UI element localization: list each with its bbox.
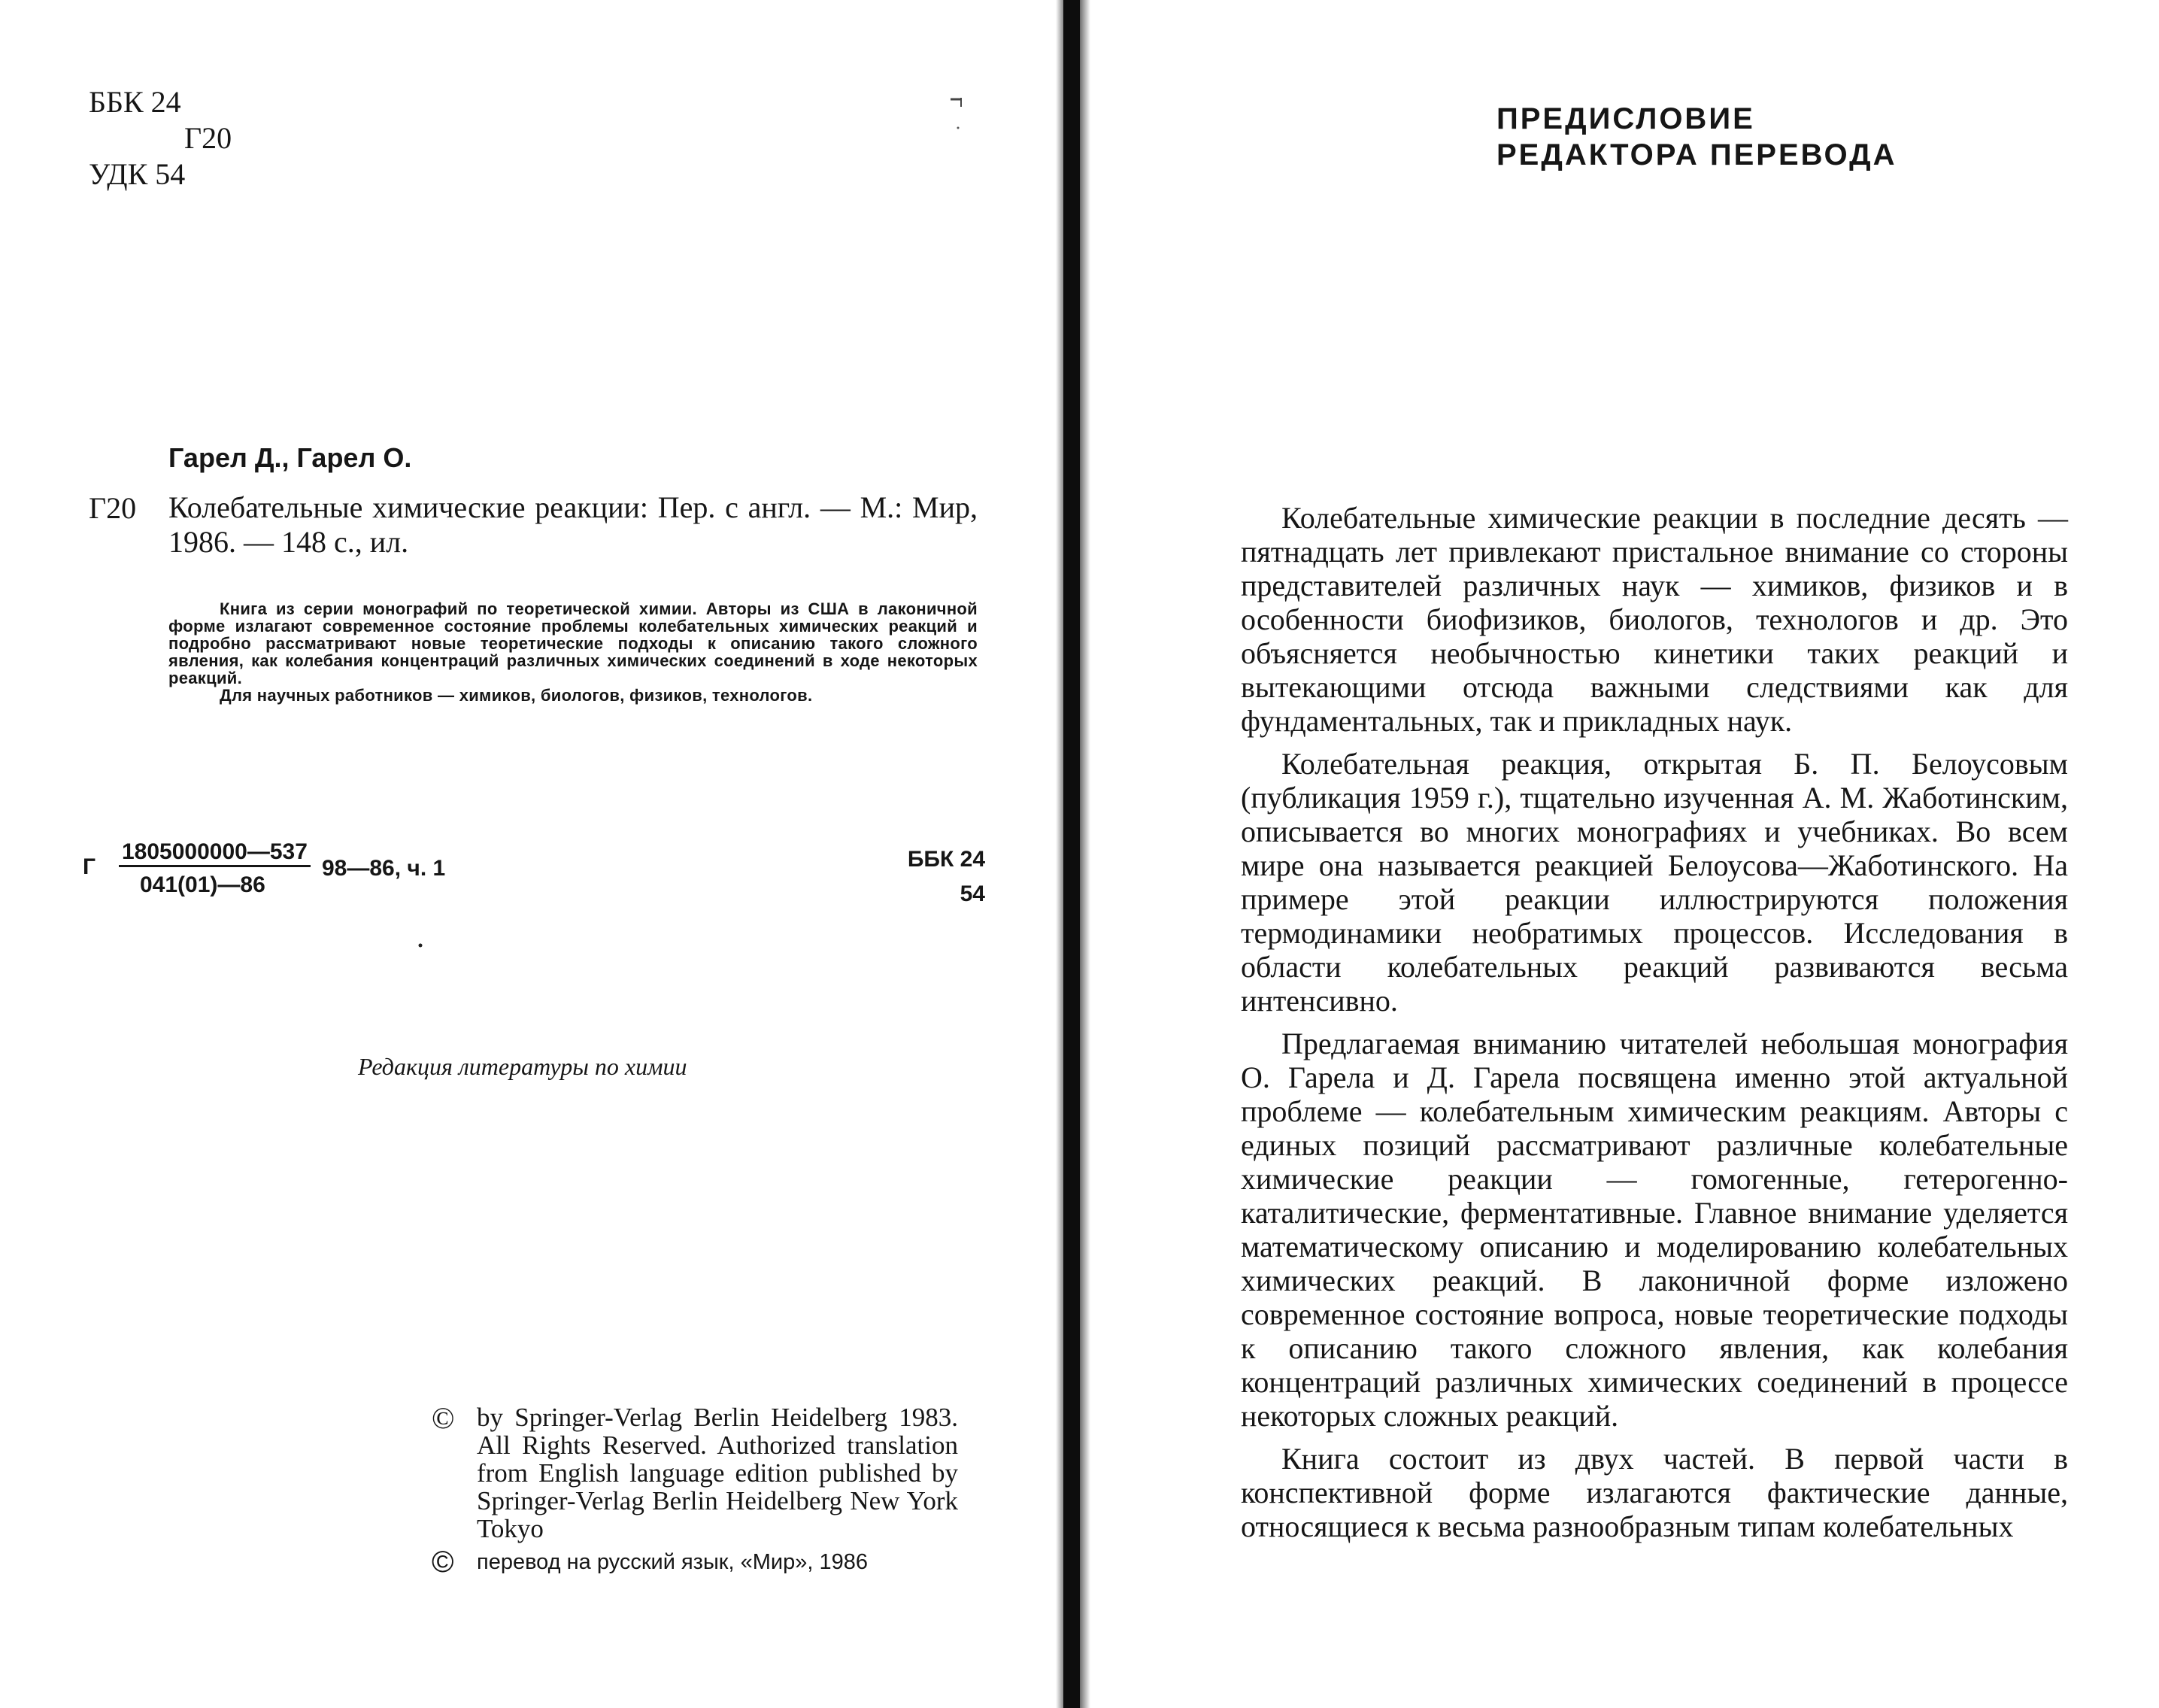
book-binding: [1063, 0, 1080, 1708]
copyright-english: [432, 1403, 958, 1543]
catalog-bbk: [908, 842, 985, 912]
udk-code: УДК 54: [89, 157, 186, 191]
copyright-icon: ©: [432, 1401, 455, 1435]
right-page: [1105, 0, 2159, 1708]
author-sign-code: Г20: [184, 121, 232, 155]
catalog-numerator: 1805000000—537: [119, 839, 311, 867]
classification-codes: [89, 84, 232, 193]
foreword-heading-line: ПРЕДИСЛОВИЕ: [1496, 102, 1755, 135]
copyright-icon: ©: [432, 1546, 454, 1579]
edition-note: Редакция литературы по химии: [358, 1053, 687, 1080]
catalog-denominator: 041(01)—86: [140, 872, 265, 897]
index-code: Г20: [89, 491, 137, 525]
foreword-heading-line: РЕДАКТОРА ПЕРЕВОДА: [1496, 138, 1897, 171]
bibliographic-title: Колебательные химические реакции: Пер. с англ. — М.: Мир, 1986. — 148 с., ил.: [168, 490, 978, 559]
foreword-paragraph: Колебательные химические реакции в последние десять — пятнадцать лет привлекают пристальное внимание со стороны представителей различных наук — химиков, физиков и в особенности биофизиков, биологов, технологов и др. Это объясняется необычностью кинетики таких реакций и вытекающими отсюда важными следствиями как для фундаментальных, так и прикладных наук.: [1241, 501, 2068, 738]
foreword-body: [1241, 501, 2068, 1552]
catalog-formula: [83, 839, 985, 915]
scan-speck: [949, 95, 967, 132]
copyright-russian-text: перевод на русский язык, «Мир», 1986: [477, 1550, 868, 1574]
annotation-audience: Для научных работников — химиков, биологов, физиков, технологов.: [220, 686, 813, 705]
catalog-tail: 98—86, ч. 1: [322, 856, 446, 881]
copyright-block: [432, 1403, 958, 1577]
binding-shadow: [1080, 0, 1090, 1708]
scan-dot: [417, 942, 424, 949]
annotation: [168, 600, 978, 704]
bbk-code: ББК 24: [89, 85, 181, 119]
authors: Гарел Д., Гарел О.: [168, 442, 412, 473]
copyright-russian: [432, 1547, 958, 1577]
catalog-letter: Г: [83, 854, 96, 879]
copyright-english-text: by Springer-Verlag Berlin Heidelberg 1983. All Rights Reserved. Authorized translation from English language edition published by Springer-Verlag Berlin Heidelberg New York Tokyo: [477, 1403, 958, 1543]
binding-edge: [1056, 0, 1063, 1708]
foreword-paragraph: Колебательная реакция, открытая Б. П. Белоусовым (публикация 1959 г.), тщательно изученная А. М. Жаботинским, описывается во многих монографиях и учебниках. Во всем мире она называется реакцией Белоусова—Жаботинского. На примере этой реакции иллюстрируются положения термодинамики необратимых процессов. Исследования в области колебательных реакций развиваются весьма интенсивно.: [1241, 747, 2068, 1018]
foreword-paragraph: Предлагаемая вниманию читателей небольшая монография О. Гарела и Д. Гарела посвящена именно этой актуальной проблеме — колебательным химическим реакциям. Авторы с единых позиций рассматривают различные колебательные химические реакции — гомогенные, гетерогенно-каталитические, ферментативные. Главное внимание уделяется математическому описанию и моделированию колебательных химических реакций. В лаконичной форме изложено современное состояние вопроса, новые теоретические подходы к описанию такого сложного явления, как колебания концентраций различных химических соединений в процессе некоторых сложных реакций.: [1241, 1027, 2068, 1433]
foreword-paragraph: Книга состоит из двух частей. В первой части в конспективной форме излагаются фактические данные, относящиеся к весьма разнообразным типам колебательных: [1241, 1442, 2068, 1543]
annotation-paragraph: Книга из серии монографий по теоретической химии. Авторы из США в лаконичной форме излагают современное состояние проблемы колебательных химических реакций и подробно рассматривают новые теоретические подходы к описанию такого сложного явления, как колебания концентраций различных химических соединений в ходе некоторых реакций.: [168, 599, 978, 687]
catalog-bbk-line: 54: [960, 881, 985, 906]
foreword-heading: [1496, 101, 1897, 173]
catalog-bbk-line: ББК 24: [907, 847, 985, 872]
left-page: [0, 0, 1053, 1708]
